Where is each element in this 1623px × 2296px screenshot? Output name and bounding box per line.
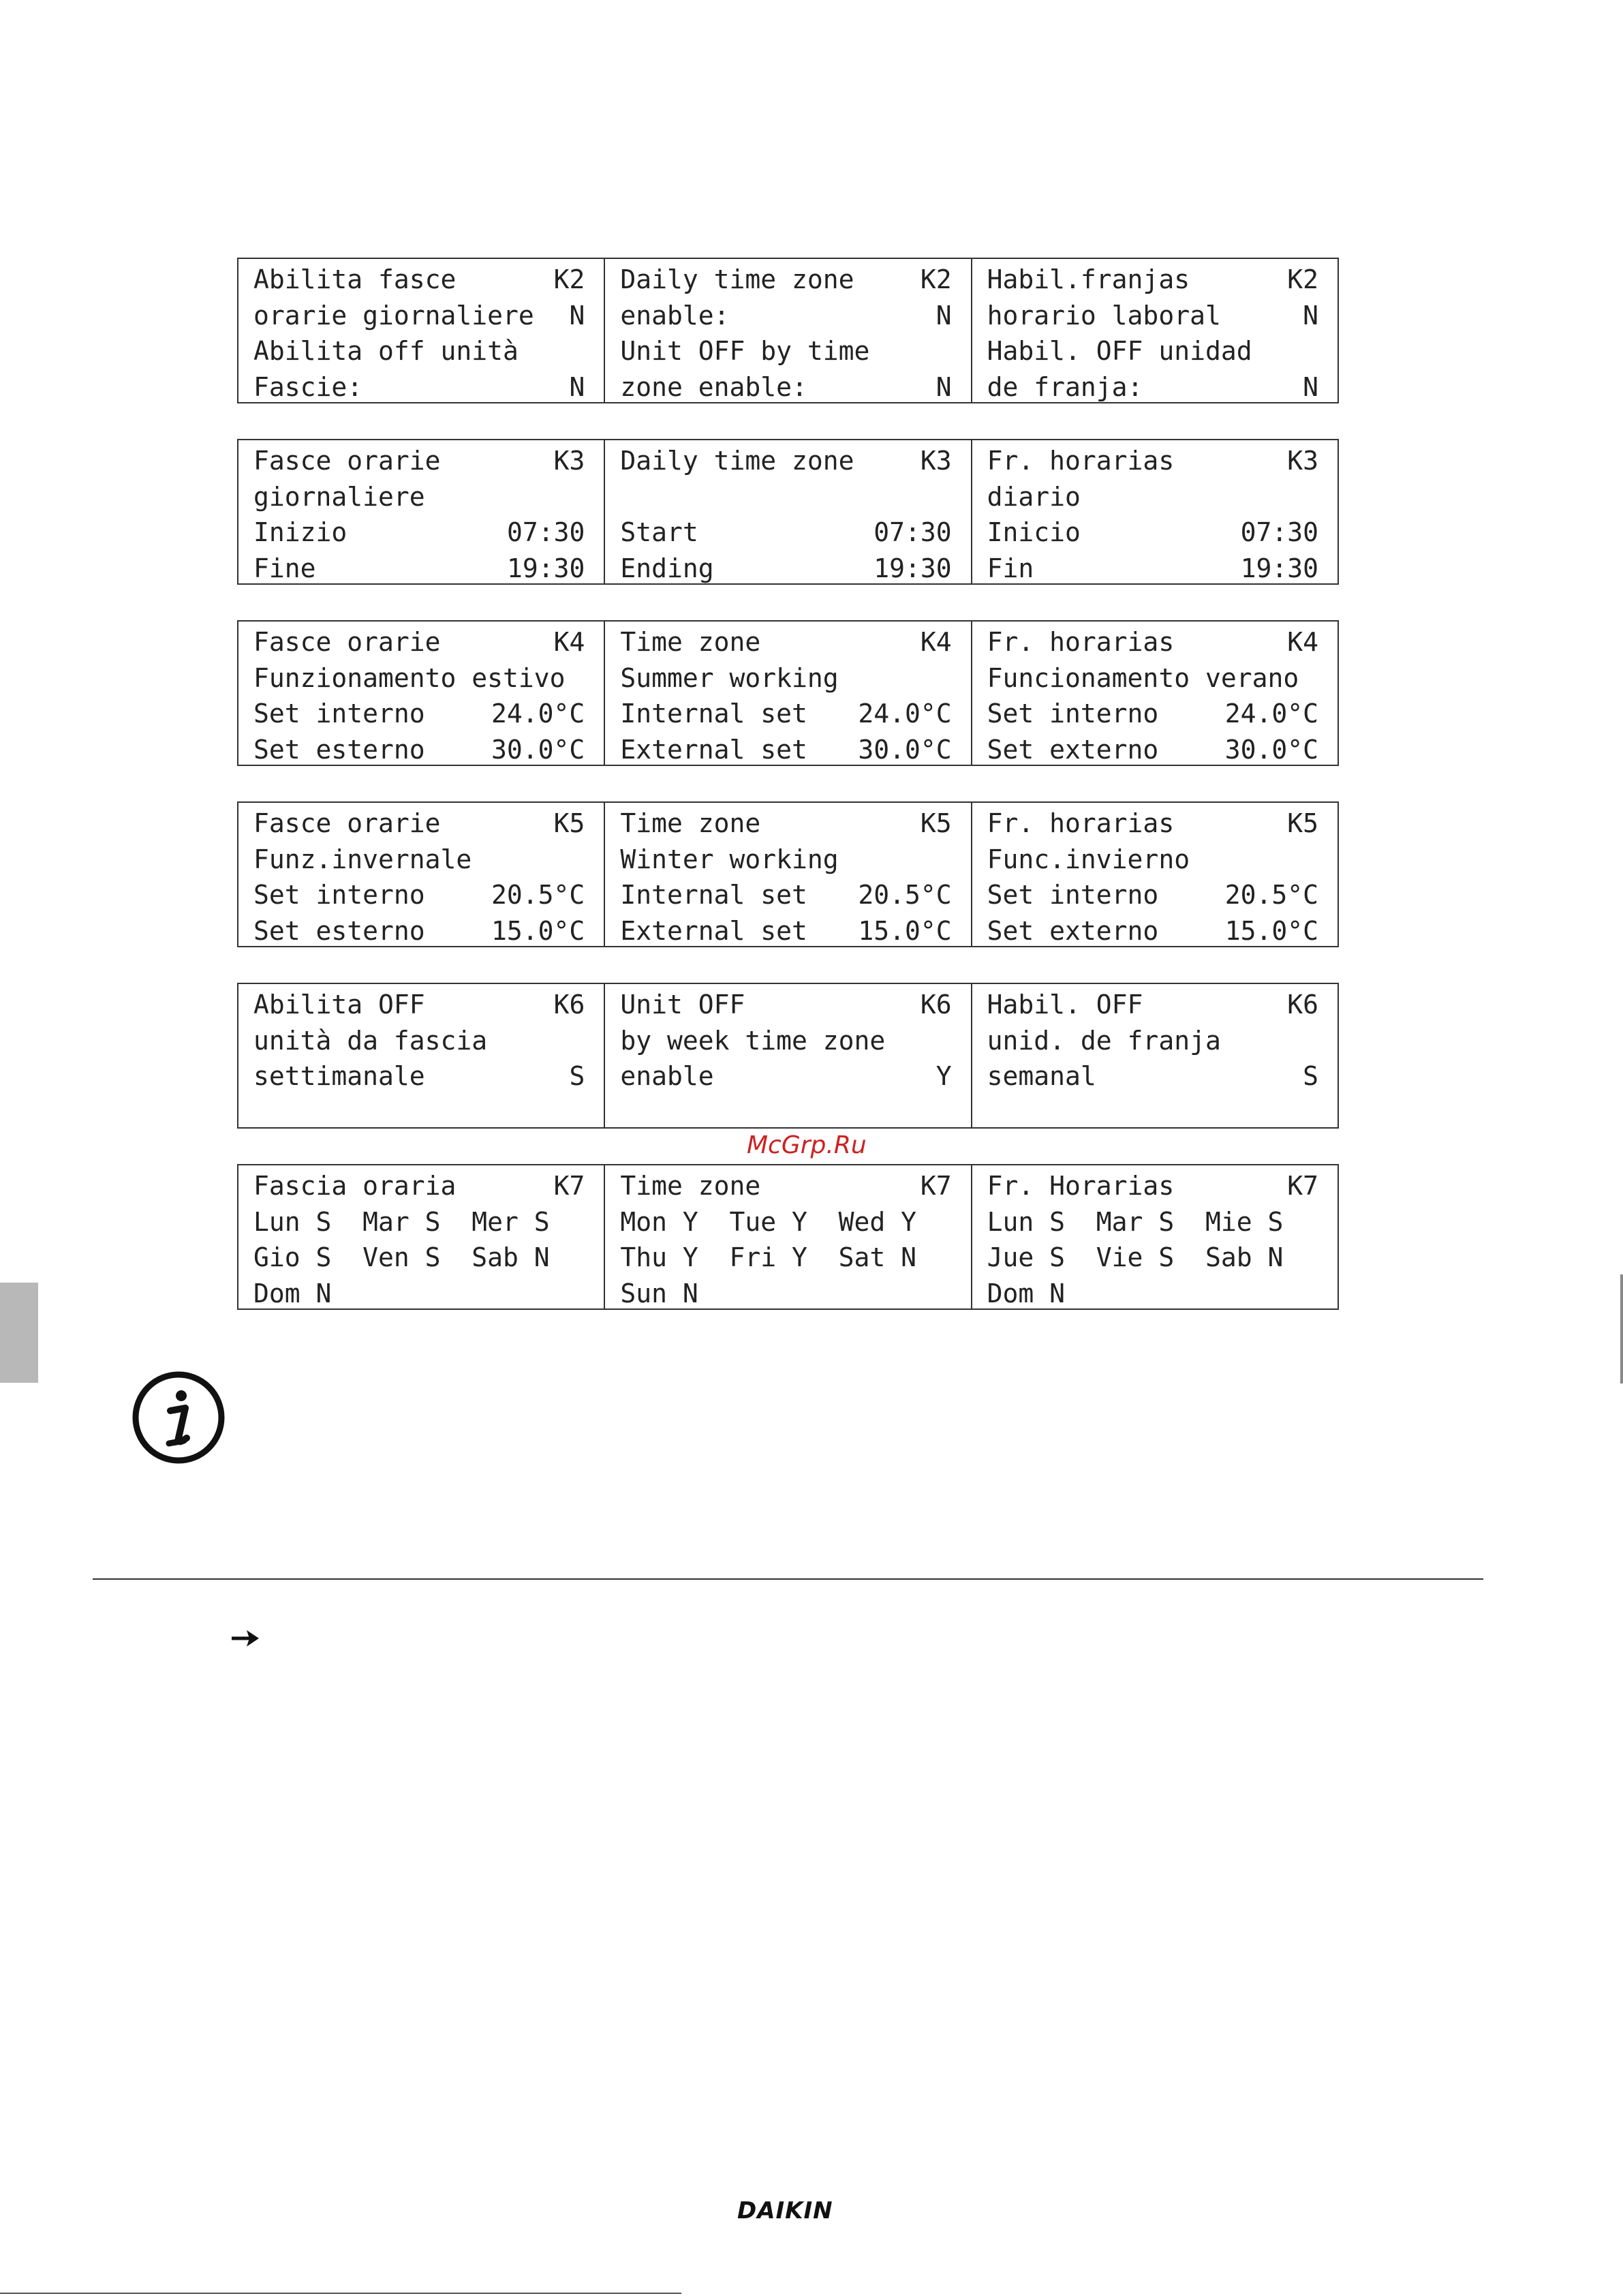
watermark[interactable]: McGrp.Ru	[747, 1131, 867, 1159]
screen-line: unità da fascia	[253, 1025, 488, 1056]
screen-line: Time zone K5	[620, 808, 952, 838]
screen-line: Unit OFF by time	[620, 336, 870, 366]
screen-line: Fine 19:30	[253, 553, 585, 583]
screen-english	[605, 440, 972, 583]
screen-line: enable Y	[620, 1061, 952, 1091]
screen-line: Mon Y Tue Y Wed Y	[620, 1206, 917, 1237]
screen-line: Fasce orarie K5	[253, 808, 585, 838]
screen-line: External set 15.0°C	[620, 915, 952, 946]
screen-line: Set interno 24.0°C	[253, 699, 585, 729]
screen-line: unid. de franja	[987, 1025, 1221, 1056]
screen-line: Inizio 07:30	[253, 517, 585, 547]
screen-english	[605, 259, 972, 402]
screen-italian	[238, 984, 605, 1127]
screen-line: Time zone K7	[620, 1171, 952, 1201]
screen-italian	[238, 803, 605, 946]
screen-line: Start 07:30	[620, 517, 952, 547]
screen-line: Internal set 24.0°C	[620, 699, 952, 729]
screen-line: Fin 19:30	[987, 553, 1318, 583]
screen-line: Set interno 24.0°C	[987, 699, 1318, 729]
screen-line: settimanale S	[253, 1061, 585, 1091]
screen-italian	[238, 259, 605, 402]
screen-line: de franja: N	[987, 371, 1318, 402]
screen-line: Abilita off unità	[253, 336, 519, 366]
section-tab	[0, 1283, 38, 1383]
screen-line: orarie giornaliere N	[253, 300, 585, 331]
screen-line: Internal set 20.5°C	[620, 880, 952, 910]
screen-line: Gio S Ven S Sab N	[253, 1242, 550, 1272]
screen-row-k4	[237, 620, 1339, 766]
screen-line: Set externo 30.0°C	[987, 734, 1318, 765]
screen-line: Fr. Horarias K7	[987, 1171, 1318, 1201]
screen-line: Func.invierno	[987, 844, 1190, 874]
page-bottom-rule	[0, 2293, 681, 2294]
screen-italian	[238, 440, 605, 583]
screen-line: Daily time zone K2	[620, 264, 952, 294]
screen-line: Abilita OFF K6	[253, 990, 585, 1020]
brand-logo: DAIKIN	[737, 2197, 833, 2224]
screen-line	[620, 479, 951, 515]
screen-line	[253, 1095, 585, 1131]
screen-line: horario laboral N	[987, 300, 1318, 331]
info-icon	[131, 1370, 226, 1465]
screen-line: Unit OFF K6	[620, 990, 952, 1020]
screen-line: Summer working	[620, 662, 839, 693]
screen-line: Winter working	[620, 844, 839, 874]
screen-line: Fasce orarie K4	[253, 627, 585, 657]
screen-line: Fr. horarias K4	[987, 627, 1318, 657]
screen-spanish	[972, 440, 1338, 583]
screen-line: Daily time zone K3	[620, 446, 952, 476]
screen-line: Fascie: N	[253, 371, 585, 402]
screen-line: enable: N	[620, 300, 952, 331]
screen-line: Funz.invernale	[253, 844, 472, 874]
screen-line: Sun N	[620, 1278, 698, 1308]
screen-line: Inicio 07:30	[987, 517, 1318, 547]
screen-english	[605, 803, 972, 946]
screen-line: Abilita fasce K2	[253, 264, 585, 294]
parameter-screens	[237, 258, 1339, 1345]
screen-row-k2	[237, 258, 1339, 403]
screen-line: Ending 19:30	[620, 553, 952, 583]
screen-line: Time zone K4	[620, 627, 952, 657]
section-tab-edge	[1620, 1274, 1623, 1383]
screen-row-k3	[237, 439, 1339, 585]
screen-spanish	[972, 622, 1338, 765]
screen-line: Fr. horarias K3	[987, 446, 1318, 476]
screen-spanish	[972, 259, 1338, 402]
screen-line: Set esterno 30.0°C	[253, 734, 585, 765]
screen-line: Jue S Vie S Sab N	[987, 1242, 1284, 1272]
screen-row-k6	[237, 983, 1339, 1129]
screen-line: Fr. horarias K5	[987, 808, 1318, 838]
screen-english	[605, 622, 972, 765]
screen-line: Set esterno 15.0°C	[253, 915, 585, 946]
screen-italian	[238, 1165, 605, 1308]
screen-line: Set interno 20.5°C	[987, 880, 1318, 910]
screen-line: Funzionamento estivo	[253, 662, 566, 693]
screen-english	[605, 984, 972, 1127]
screen-line	[987, 1095, 1318, 1131]
screen-row-k7	[237, 1164, 1339, 1310]
screen-line: Fascia oraria K7	[253, 1171, 585, 1201]
screen-line: Habil.franjas K2	[987, 264, 1318, 294]
screen-line: Set externo 15.0°C	[987, 915, 1318, 946]
screen-line: diario	[987, 481, 1081, 512]
horizontal-rule	[93, 1578, 1483, 1580]
screen-spanish	[972, 1165, 1338, 1308]
screen-line: Habil. OFF unidad	[987, 336, 1252, 366]
screen-line: Funcionamento verano	[987, 662, 1299, 693]
screen-row-k5	[237, 801, 1339, 947]
screen-line: Set interno 20.5°C	[253, 880, 585, 910]
screen-line: by week time zone	[620, 1025, 886, 1056]
screen-line: Habil. OFF K6	[987, 990, 1318, 1020]
screen-line: giornaliere	[253, 481, 425, 512]
screen-italian	[238, 622, 605, 765]
screen-line: Thu Y Fri Y Sat N	[620, 1242, 917, 1272]
screen-line: Dom N	[253, 1278, 332, 1308]
screen-line: zone enable: N	[620, 371, 952, 402]
arrow-right-icon	[230, 1626, 260, 1651]
screen-line	[620, 1095, 951, 1131]
screen-spanish	[972, 803, 1338, 946]
screen-line: Dom N	[987, 1278, 1066, 1308]
screen-line: Lun S Mar S Mer S	[253, 1206, 550, 1237]
screen-english	[605, 1165, 972, 1308]
screen-line: semanal S	[987, 1061, 1318, 1091]
screen-line: External set 30.0°C	[620, 734, 952, 765]
screen-line: Fasce orarie K3	[253, 446, 585, 476]
screen-spanish	[972, 984, 1338, 1127]
screen-line: Lun S Mar S Mie S	[987, 1206, 1284, 1237]
